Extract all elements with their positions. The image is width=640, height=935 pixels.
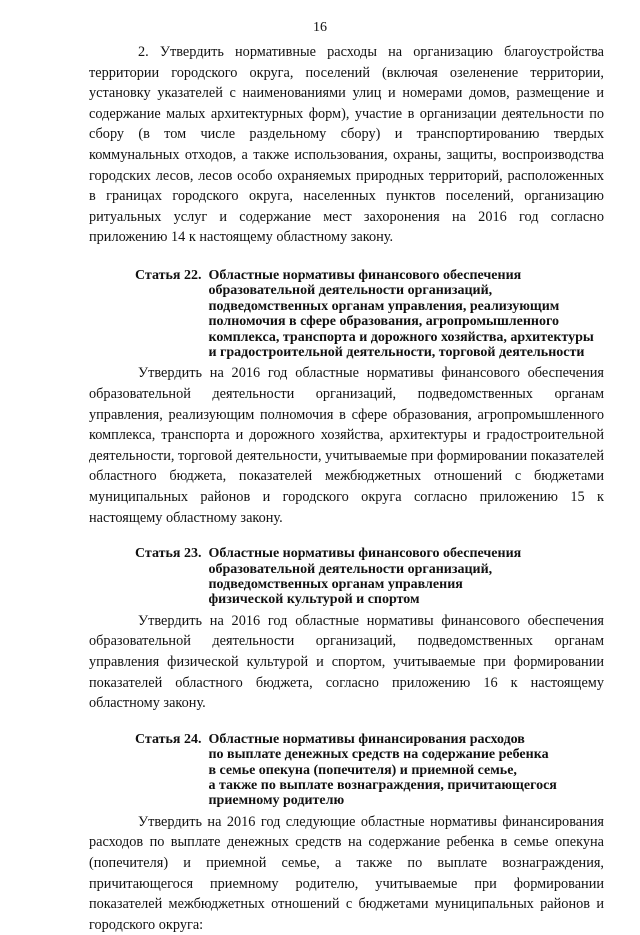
article-22-title-line: Областные нормативы финансового обеспечения [208,267,522,283]
article-23-title-line: Областные нормативы финансового обеспечения [208,546,522,562]
page-number: 16 [313,20,327,35]
article-23-title-line: подведомственных органам управления [208,576,463,592]
article-24-title [208,732,604,809]
article-23-label: Статья 23. [135,546,202,562]
article-22-title-line: и градостроительной деятельности, торговой деятельности [208,344,585,360]
article-22-title-line: комплекса, транспорта и дорожного хозяйства, архитектуры [208,329,594,345]
article-23-heading [135,546,604,608]
article-24-label: Статья 24. [135,731,202,747]
article-22-title-line: образовательной деятельности организаций, [208,283,493,299]
article-23-title [208,546,604,608]
article-24-title-line: а также по выплате вознаграждения, причитающегося [208,777,557,793]
article-23-body: Утвердить на 2016 год областные нормативы финансового обеспечения образовательной деятельности организаций, подведомственных органам управления физической культурой и спортом, учитываемые при формировании показателей областного бюджета, согласно приложению 16 к настоящему областному закону. [89,612,604,712]
article-24-body: Утвердить на 2016 год следующие областные нормативы финансирования расходов по выплате денежных средств на содержание ребенка в семье опекуна (попечителя) и приемной семье, а также по выплате вознаграждения, причитающегося приемному родителю, учитываемые при формировании показателей межбюджетных отношений с бюджетами муниципальных районов и городского округа: [89,813,604,933]
article-22-title [208,268,604,360]
article-22-heading [135,268,604,360]
article-23-title-line: образовательной деятельности организаций, [208,561,493,577]
article-24-title-line: Областные нормативы финансирования расходов [208,731,525,747]
article-24-title-line: в семье опекуна (попечителя) и приемной семье, [208,762,517,778]
article-24-title-line: приемному родителю [208,793,345,809]
page-content [89,42,604,935]
article-22-label: Статья 22. [135,267,202,283]
article-22-title-line: подведомственных органам управления, реализующим [208,298,560,314]
article-22-body: Утвердить на 2016 год областные нормативы финансового обеспечения образовательной деятельности организаций, подведомственных органам управления, реализующим полномочия в сфере образования, агропромышленного комплекса, транспорта и дорожного хозяйства, архитектуры и градостроительной деятельности, торговой деятельности, учитываемые при формировании показателей областного бюджета, показателей межбюджетных отношений с бюджетами муниципальных районов и городского округа согласно приложению 15 к настоящему областному закону. [89,365,604,526]
article-24-heading [135,732,604,809]
article-22-title-line: полномочия в сфере образования, агропромышленного [208,314,559,330]
paragraph-intro: 2. Утвердить нормативные расходы на организацию благоустройства территории городского округа, поселений (включая озеленение территории, установку указателей с наименованиями улиц и номерами домов, размещение и содержание малых архитектурных форм), участие в организации деятельности по сбору (в том числе раздельному сбору) и транспортированию твердых коммунальных отходов, а также использования, охраны, защиты, воспроизводства городских лесов, лесов особо охраняемых природных территорий, расположенных в границах городского округа, населенных пунктов поселений, организацию ритуальных услуг и содержание мест захоронения на 2016 год согласно приложению 14 к настоящему областному закону. [89,44,604,246]
article-24-title-line: по выплате денежных средств на содержание ребенка [208,747,549,763]
article-23-title-line: физической культурой и спортом [208,592,420,608]
